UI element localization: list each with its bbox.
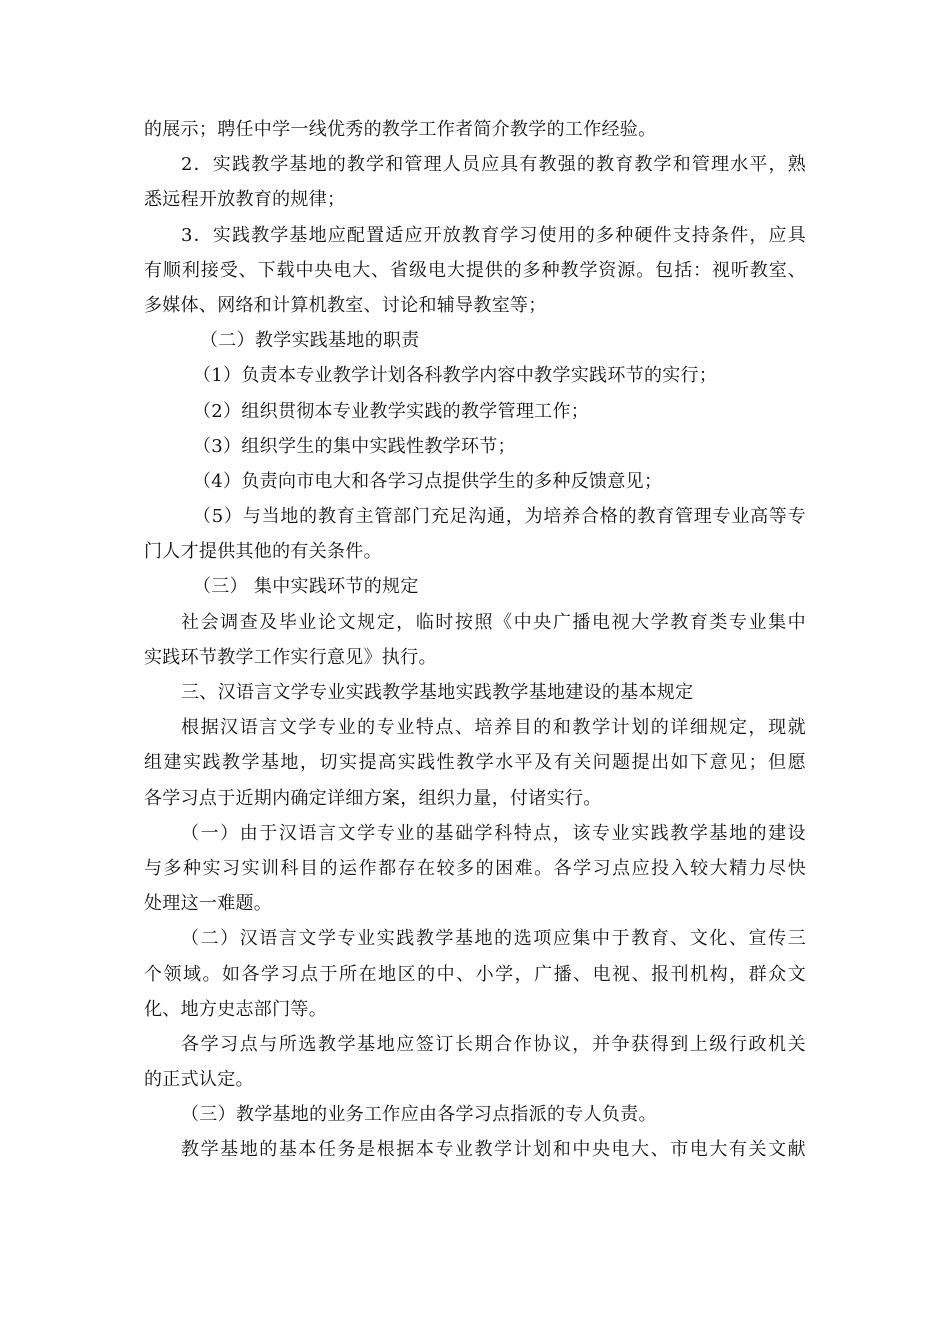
text-line: （二）汉语言文学专业实践教学基地的选项应集中于教育、文化、宣传三 <box>181 928 806 950</box>
text-line: （三）教学基地的业务工作应由各学习点指派的专人负责。 <box>181 1104 657 1126</box>
section-heading: （二）教学实践基地的职责 <box>200 330 420 352</box>
list-item: （4）负责向市电大和各学习点提供学生的多种反馈意见； <box>193 470 663 492</box>
list-item: （2）组织贯彻本专业教学实践的教学管理工作； <box>193 400 590 422</box>
document-body <box>144 112 806 1168</box>
text-line: 社会调查及毕业论文规定，临时按照《中央广播电视大学教育类专业集中 <box>181 611 806 633</box>
text-line: 各学习点与所选教学基地应签订长期合作协议，并争获得到上级行政机关 <box>181 1033 806 1055</box>
text-line: 2．实践教学基地的教学和管理人员应具有教强的教育教学和管理水平，熟 <box>181 154 806 176</box>
text-line: （一）由于汉语言文学专业的基础学科特点，该专业实践教学基地的建设 <box>181 822 806 844</box>
section-heading: 三、汉语言文学专业实践教学基地实践教学基地建设的基本规定 <box>181 682 694 703</box>
text-line: 3．实践教学基地应配置适应开放教育学习使用的多种硬件支持条件，应具 <box>181 224 806 246</box>
text-line: 个领域。如各学习点于所在地区的中、小学，广播、电视、报刊机构，群众文 <box>144 963 806 985</box>
text-line: 悉远程开放教育的规律； <box>144 189 346 211</box>
text-line: 实践环节教学工作实行意见》执行。 <box>144 646 437 668</box>
text-line: 组建实践教学基地，切实提高实践性教学水平及有关问题提出如下意见；但愿 <box>144 752 806 774</box>
section-heading: （三） 集中实践环节的规定 <box>193 576 419 598</box>
text-line: 教学基地的基本任务是根据本专业教学计划和中央电大、市电大有关文献 <box>181 1139 806 1161</box>
text-line: 化、地方史志部门等。 <box>144 998 327 1020</box>
list-item: （5）与当地的教育主管部门充足沟通，为培养合格的教育管理专业高等专 <box>193 506 806 528</box>
text-line: 根据汉语言文学专业的专业特点、培养目的和教学计划的详细规定，现就 <box>181 717 806 739</box>
text-line: 门人才提供其他的有关条件。 <box>144 541 382 563</box>
text-line: 有顺利接受、下载中央电大、省级电大提供的多种教学资源。包括：视听教室、 <box>144 259 806 281</box>
list-item: （1）负责本专业教学计划各科教学内容中教学实践环节的实行； <box>193 365 718 387</box>
text-line: 的正式认定。 <box>144 1069 254 1091</box>
text-line: 处理这一难题。 <box>144 893 273 915</box>
list-item: （3）组织学生的集中实践性教学环节； <box>193 435 516 457</box>
text-line: 各学习点于近期内确定详细方案，组织力量，付诸实行。 <box>144 787 602 809</box>
text-line: 的展示；聘任中学一线优秀的教学工作者简介教学的工作经验。 <box>144 119 657 140</box>
text-line: 多媒体、网络和计算机教室、讨论和辅导教室等； <box>144 294 547 316</box>
text-line: 与多种实习实训科目的运作都存在较多的困难。各学习点应投入较大精力尽快 <box>144 857 806 879</box>
